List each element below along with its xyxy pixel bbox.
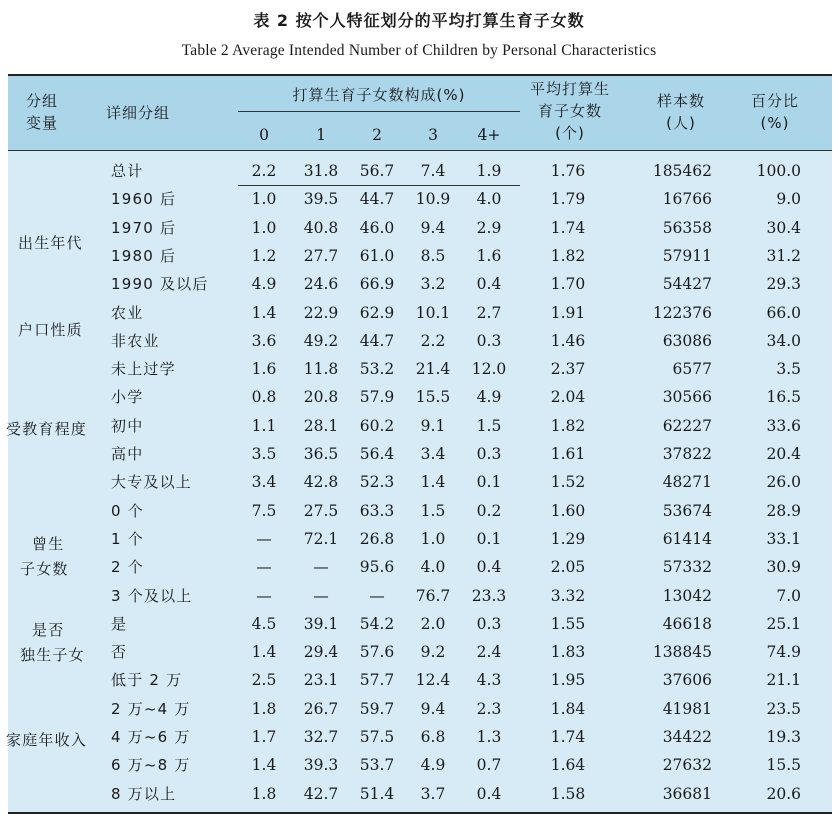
row-pct-c4: 1.6 xyxy=(476,246,502,265)
row-pct-c1: 27.7 xyxy=(303,246,339,265)
row-average: 1.60 xyxy=(550,501,586,520)
row-pct-c2: 57.6 xyxy=(359,643,395,662)
row-pct-c1: 23.1 xyxy=(303,671,339,690)
row-pct-c0: 1.8 xyxy=(251,699,277,718)
group-label: 出生年代 xyxy=(18,234,83,252)
row-percent: 3.5 xyxy=(776,360,801,379)
row-detail-label: 否 xyxy=(111,643,128,662)
row-average: 1.79 xyxy=(550,190,586,209)
row-pct-c2: 59.7 xyxy=(359,699,395,718)
row-pct-c2: 66.9 xyxy=(359,275,395,294)
row-pct-c2: 57.7 xyxy=(359,671,395,690)
row-pct-c4: 2.4 xyxy=(476,643,502,662)
header-col-0: 0 xyxy=(259,126,269,144)
row-percent: 15.5 xyxy=(766,756,801,775)
row-detail-label: 3 个及以上 xyxy=(111,586,193,605)
row-detail-label: 8 万以上 xyxy=(111,784,177,803)
row-percent: 21.1 xyxy=(766,671,801,690)
row-detail-label: 初中 xyxy=(111,416,144,435)
row-pct-c0: 7.5 xyxy=(251,501,277,520)
row-pct-c0: 1.4 xyxy=(251,756,277,775)
group-label: 子女数 xyxy=(20,560,69,578)
row-pct-c2: 46.0 xyxy=(359,218,395,237)
row-pct-c1: — xyxy=(313,558,329,577)
row-pct-c2: 44.7 xyxy=(359,331,395,350)
row-pct-c0: 2.5 xyxy=(251,671,277,690)
total-row-divider xyxy=(238,185,520,186)
row-pct-c3: 76.7 xyxy=(415,586,451,605)
row-pct-c2: 53.7 xyxy=(359,756,395,775)
row-pct-c2: 56.4 xyxy=(359,445,395,463)
row-pct-c2: 56.7 xyxy=(359,162,395,180)
row-pct-c3: 7.4 xyxy=(420,162,446,180)
row-percent: 34.0 xyxy=(766,331,801,350)
row-sample: 122376 xyxy=(652,303,712,322)
group-label: 曾生 xyxy=(32,535,65,553)
row-sample: 6577 xyxy=(672,360,712,379)
row-average: 1.91 xyxy=(550,303,586,322)
row-detail-label: 2 万~4 万 xyxy=(111,699,191,718)
row-sample: 41981 xyxy=(662,699,712,718)
row-detail-label: 小学 xyxy=(111,388,144,407)
row-pct-c3: 15.5 xyxy=(415,388,451,407)
row-detail-label: 4 万~6 万 xyxy=(111,728,191,746)
header-col-3: 3 xyxy=(428,126,438,144)
row-average: 1.95 xyxy=(550,671,586,690)
row-percent: 33.6 xyxy=(766,416,801,435)
row-pct-c0: — xyxy=(256,586,272,605)
row-pct-c0: 1.1 xyxy=(251,416,277,435)
row-pct-c1: 32.7 xyxy=(303,728,339,746)
row-average: 3.32 xyxy=(550,586,586,605)
row-pct-c1: 22.9 xyxy=(303,303,339,322)
row-detail-label: 1960 后 xyxy=(111,190,177,209)
row-sample: 37822 xyxy=(662,445,712,463)
row-pct-c4: 2.7 xyxy=(476,303,502,322)
row-sample: 62227 xyxy=(662,416,712,435)
table-title-english: Table 2 Average Intended Number of Children by Personal Characteristics xyxy=(181,42,657,59)
row-pct-c3: 3.2 xyxy=(420,275,446,294)
row-detail-label: 低于 2 万 xyxy=(111,671,183,690)
row-sample: 54427 xyxy=(662,275,712,294)
row-percent: 16.5 xyxy=(766,388,801,407)
row-pct-c1: 26.7 xyxy=(303,699,339,718)
row-pct-c0: 1.2 xyxy=(251,246,277,265)
row-pct-c3: 1.5 xyxy=(420,501,446,520)
row-sample: 57332 xyxy=(662,558,712,577)
row-pct-c1: 29.4 xyxy=(303,643,339,662)
row-pct-c1: 39.5 xyxy=(303,190,339,209)
row-percent: 25.1 xyxy=(766,614,801,633)
row-detail-label: 非农业 xyxy=(111,331,160,350)
row-detail-label: 1990 及以后 xyxy=(111,275,209,294)
row-percent: 31.2 xyxy=(766,246,801,265)
row-sample: 53674 xyxy=(662,501,712,520)
group-label: 户口性质 xyxy=(18,321,83,339)
row-pct-c0: 4.9 xyxy=(251,275,277,294)
row-pct-c4: 0.2 xyxy=(476,501,502,520)
row-detail-label: 总计 xyxy=(111,162,144,180)
row-pct-c0: 1.8 xyxy=(251,784,277,803)
group-label: 受教育程度 xyxy=(6,420,88,438)
row-pct-c2: 63.3 xyxy=(359,501,395,520)
header-col-1: 1 xyxy=(316,126,326,144)
row-percent: 74.9 xyxy=(766,643,801,662)
row-detail-label: 农业 xyxy=(111,303,144,322)
row-pct-c3: 8.5 xyxy=(420,246,446,265)
row-pct-c1: 31.8 xyxy=(303,162,339,180)
row-pct-c1: — xyxy=(313,586,329,605)
row-sample: 57911 xyxy=(662,246,712,265)
row-pct-c1: 42.7 xyxy=(303,784,339,803)
row-pct-c3: 3.4 xyxy=(420,445,446,463)
row-pct-c3: 21.4 xyxy=(415,360,451,379)
row-percent: 29.3 xyxy=(766,275,801,294)
row-pct-c1: 39.3 xyxy=(303,756,339,775)
row-average: 1.74 xyxy=(550,218,586,237)
row-pct-c4: 1.9 xyxy=(476,162,502,180)
header-divider xyxy=(238,111,520,112)
row-pct-c1: 42.8 xyxy=(303,473,339,492)
row-pct-c2: 61.0 xyxy=(359,246,395,265)
row-pct-c2: 26.8 xyxy=(359,529,395,548)
row-detail-label: 0 个 xyxy=(111,501,144,520)
row-pct-c1: 27.5 xyxy=(303,501,339,520)
row-sample: 185462 xyxy=(652,162,712,180)
row-average: 1.83 xyxy=(550,643,586,662)
row-pct-c2: 57.5 xyxy=(359,728,395,746)
row-sample: 16766 xyxy=(662,190,712,209)
row-average: 1.61 xyxy=(550,445,586,463)
row-pct-c3: 10.9 xyxy=(415,190,451,209)
header-percent: 百分比 (%) xyxy=(750,92,799,132)
row-pct-c0: 3.6 xyxy=(251,331,277,350)
row-pct-c1: 39.1 xyxy=(303,614,339,633)
row-percent: 33.1 xyxy=(766,529,801,548)
row-percent: 100.0 xyxy=(756,162,801,180)
row-percent: 20.6 xyxy=(766,784,801,803)
row-pct-c0: 1.4 xyxy=(251,643,277,662)
row-pct-c4: 0.4 xyxy=(476,558,502,577)
row-average: 1.64 xyxy=(550,756,586,775)
row-sample: 61414 xyxy=(662,529,712,548)
row-sample: 48271 xyxy=(662,473,712,492)
row-pct-c3: 1.0 xyxy=(420,529,446,548)
row-detail-label: 2 个 xyxy=(111,558,144,577)
row-detail-label: 1970 后 xyxy=(111,218,177,237)
row-pct-c3: 9.1 xyxy=(420,416,446,435)
row-pct-c0: 4.5 xyxy=(251,614,277,633)
row-pct-c3: 9.4 xyxy=(420,699,446,718)
row-sample: 30566 xyxy=(662,388,712,407)
row-pct-c3: 12.4 xyxy=(415,671,451,690)
row-percent: 20.4 xyxy=(766,445,801,463)
row-average: 2.05 xyxy=(550,558,586,577)
row-pct-c2: 54.2 xyxy=(359,614,395,633)
row-percent: 19.3 xyxy=(766,728,801,746)
row-pct-c1: 72.1 xyxy=(303,529,339,548)
row-pct-c4: 0.3 xyxy=(476,614,502,633)
row-pct-c3: 2.2 xyxy=(420,331,446,350)
row-pct-c1: 49.2 xyxy=(303,331,339,350)
row-detail-label: 是 xyxy=(111,614,128,633)
row-pct-c3: 4.9 xyxy=(420,756,446,775)
row-pct-c4: 2.3 xyxy=(476,699,502,718)
row-pct-c0: 1.6 xyxy=(251,360,277,379)
row-pct-c4: 1.5 xyxy=(476,416,502,435)
row-pct-c3: 4.0 xyxy=(420,558,446,577)
row-pct-c1: 36.5 xyxy=(303,445,339,463)
row-sample: 138845 xyxy=(652,643,712,662)
row-pct-c2: 51.4 xyxy=(359,784,395,803)
row-average: 1.55 xyxy=(550,614,586,633)
row-pct-c3: 9.2 xyxy=(420,643,446,662)
row-pct-c4: 4.0 xyxy=(476,190,502,209)
row-average: 1.74 xyxy=(550,728,586,746)
row-sample: 37606 xyxy=(662,671,712,690)
row-pct-c3: 10.1 xyxy=(415,303,451,322)
row-pct-c4: 23.3 xyxy=(471,586,507,605)
header-col-4: 4+ xyxy=(477,126,501,144)
row-detail-label: 大专及以上 xyxy=(111,473,193,492)
row-pct-c4: 0.1 xyxy=(476,473,502,492)
row-average: 2.04 xyxy=(550,388,586,407)
row-pct-c0: 2.2 xyxy=(251,162,277,180)
row-pct-c3: 1.4 xyxy=(420,473,446,492)
row-pct-c4: 0.3 xyxy=(476,445,502,463)
row-pct-c3: 2.0 xyxy=(420,614,446,633)
header-detail-group: 详细分组 xyxy=(106,104,171,122)
row-average: 1.84 xyxy=(550,699,586,718)
row-pct-c0: 1.0 xyxy=(251,218,277,237)
row-percent: 66.0 xyxy=(766,303,801,322)
row-pct-c0: 3.5 xyxy=(251,445,277,463)
row-sample: 56358 xyxy=(662,218,712,237)
row-pct-c0: — xyxy=(256,558,272,577)
row-pct-c4: 2.9 xyxy=(476,218,502,237)
row-pct-c1: 20.8 xyxy=(303,388,339,407)
row-pct-c4: 0.4 xyxy=(476,784,502,803)
row-pct-c2: 44.7 xyxy=(359,190,395,209)
row-pct-c2: — xyxy=(369,586,385,605)
row-average: 2.37 xyxy=(550,360,586,379)
row-average: 1.76 xyxy=(550,162,586,180)
row-pct-c4: 12.0 xyxy=(471,360,507,379)
row-pct-c0: — xyxy=(256,529,272,548)
header-composition: 打算生育子女数构成(%) xyxy=(292,86,466,104)
row-pct-c4: 4.9 xyxy=(476,388,502,407)
table-title-chinese: 表 2 按个人特征划分的平均打算生育子女数 xyxy=(253,11,585,30)
row-pct-c0: 1.4 xyxy=(251,303,277,322)
row-percent: 23.5 xyxy=(766,699,801,718)
row-sample: 36681 xyxy=(662,784,712,803)
group-label: 独生子女 xyxy=(20,646,85,664)
row-pct-c0: 1.7 xyxy=(251,728,277,746)
row-pct-c3: 6.8 xyxy=(420,728,446,746)
row-average: 1.46 xyxy=(550,331,586,350)
header-average: 平均打算生 育子女数 (个) xyxy=(529,80,610,142)
row-pct-c0: 0.8 xyxy=(251,388,277,407)
row-pct-c2: 95.6 xyxy=(359,558,395,577)
table-header xyxy=(8,76,832,151)
row-pct-c2: 60.2 xyxy=(359,416,395,435)
row-sample: 63086 xyxy=(662,331,712,350)
characteristics-table xyxy=(8,74,832,814)
row-pct-c0: 3.4 xyxy=(251,473,277,492)
row-detail-label: 6 万~8 万 xyxy=(111,756,191,775)
header-col-2: 2 xyxy=(372,126,382,144)
row-average: 1.29 xyxy=(550,529,586,548)
row-sample: 13042 xyxy=(662,586,712,605)
row-pct-c4: 0.3 xyxy=(476,331,502,350)
row-detail-label: 高中 xyxy=(111,445,144,463)
row-average: 1.82 xyxy=(550,416,586,435)
row-pct-c2: 62.9 xyxy=(359,303,395,322)
row-pct-c2: 57.9 xyxy=(359,388,395,407)
row-detail-label: 1980 后 xyxy=(111,246,177,265)
row-percent: 9.0 xyxy=(776,190,801,209)
row-pct-c2: 52.3 xyxy=(359,473,395,492)
row-detail-label: 未上过学 xyxy=(111,360,176,379)
header-sample: 样本数 (人) xyxy=(656,92,705,132)
row-pct-c1: 40.8 xyxy=(303,218,339,237)
row-pct-c4: 0.7 xyxy=(476,756,502,775)
row-pct-c3: 3.7 xyxy=(420,784,446,803)
row-pct-c1: 24.6 xyxy=(303,275,339,294)
row-pct-c4: 4.3 xyxy=(476,671,502,690)
row-pct-c4: 0.1 xyxy=(476,529,502,548)
row-percent: 26.0 xyxy=(766,473,801,492)
row-average: 1.52 xyxy=(550,473,586,492)
row-percent: 7.0 xyxy=(776,586,801,605)
row-detail-label: 1 个 xyxy=(111,529,144,548)
row-percent: 30.4 xyxy=(766,218,801,237)
row-average: 1.58 xyxy=(550,784,586,803)
row-sample: 34422 xyxy=(662,728,712,746)
row-pct-c4: 0.4 xyxy=(476,275,502,294)
row-sample: 46618 xyxy=(662,614,712,633)
row-pct-c1: 11.8 xyxy=(303,360,339,379)
row-pct-c1: 28.1 xyxy=(303,416,339,435)
row-percent: 30.9 xyxy=(766,558,801,577)
header-group-var: 分组 变量 xyxy=(25,92,58,132)
row-percent: 28.9 xyxy=(766,501,801,520)
row-sample: 27632 xyxy=(662,756,712,775)
row-pct-c3: 9.4 xyxy=(420,218,446,237)
group-label: 家庭年收入 xyxy=(6,731,88,749)
row-pct-c0: 1.0 xyxy=(251,190,277,209)
row-average: 1.82 xyxy=(550,246,586,265)
row-pct-c2: 53.2 xyxy=(359,360,395,379)
row-average: 1.70 xyxy=(550,275,586,294)
group-label: 是否 xyxy=(32,621,65,639)
row-pct-c4: 1.3 xyxy=(476,728,502,746)
